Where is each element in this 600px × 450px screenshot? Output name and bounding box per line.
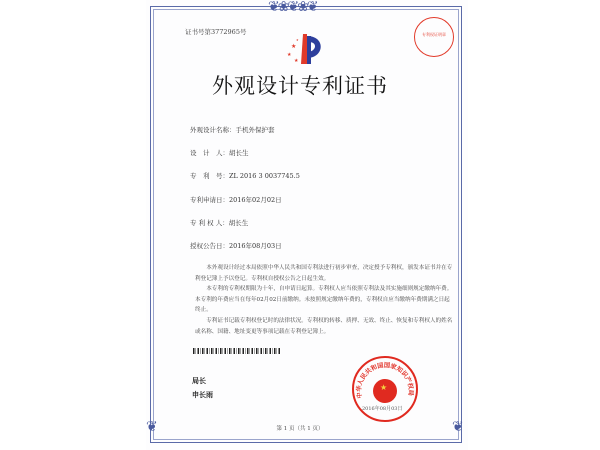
field-value: 胡长生: [229, 149, 249, 157]
signatory-name: 申长雨: [192, 390, 213, 399]
certificate-number: 证书号第3772965号: [185, 28, 247, 36]
corner-ornament-icon: ❦: [452, 419, 464, 435]
patent-office-logo-icon: [285, 32, 325, 66]
small-seal: [414, 17, 454, 57]
field-value: ZL 2016 3 0037745.5: [229, 172, 300, 180]
page-number: 第 1 页（共 1 页）: [276, 426, 324, 432]
field-design-name: [190, 125, 275, 134]
small-seal-text: 专利权证明章: [422, 32, 446, 37]
svg-text:★: ★: [291, 43, 297, 50]
field-label: 专 利 号：: [190, 172, 229, 180]
svg-text:★: ★: [380, 383, 388, 392]
signatory-title: 局长: [192, 376, 206, 385]
field-label: 设 计 人：: [190, 149, 229, 157]
field-label: 外观设计名称：: [190, 126, 236, 134]
seal-text: 中华人民共和国国家知识产权局: [355, 361, 415, 399]
field-patent-number: [190, 171, 300, 180]
certificate-title: 外观设计专利证书: [212, 74, 388, 98]
top-ornament-icon: ❦❀❦❀❦: [268, 0, 317, 15]
body-paragraph: 本外观设计经过本局依照中华人民共和国专利法进行初步审查，决定授予专利权，颁发本证书并在专利登记簿上予以登记。专利权自授权公告之日起生效。: [195, 265, 453, 282]
field-application-date: [190, 195, 282, 204]
field-patentee: [190, 218, 248, 227]
field-grant-date: [190, 241, 282, 250]
body-paragraph: 本专利的专利权期限为十年，自申请日起算。专利权人应当依照专利法及其实施细则规定缴纳年费。本专利的年费应当在每年02月02日前缴纳。未按照规定缴纳年费的，专利权自应当缴纳年费期满之日起终止。: [195, 286, 453, 314]
body-paragraph: 专利证书记载专利权登记时的法律状况。专利权的转移、质押、无效、终止、恢复和专利权人的姓名或名称、国籍、地址变更等事项记载在专利登记簿上。: [195, 317, 453, 335]
field-label: 专 利 权 人：: [190, 219, 229, 227]
field-value: 胡长生: [228, 219, 249, 227]
seal-date: 2016年08月03日: [362, 406, 403, 412]
corner-ornament-icon: ❦: [146, 419, 158, 435]
field-label: 专利申请日：: [190, 196, 229, 204]
barcode: [193, 348, 281, 354]
svg-text:★: ★: [296, 38, 299, 42]
field-label: 授权公告日：: [190, 242, 229, 250]
svg-text:★: ★: [287, 52, 292, 58]
official-seal: [352, 356, 418, 422]
field-value: 2016年08月03日: [229, 242, 282, 250]
svg-text:★: ★: [294, 58, 299, 64]
field-value: 手机外保护套: [235, 126, 275, 134]
field-designer: [190, 148, 249, 157]
certificate-body: [195, 263, 455, 337]
field-value: 2016年02月02日: [229, 196, 282, 204]
